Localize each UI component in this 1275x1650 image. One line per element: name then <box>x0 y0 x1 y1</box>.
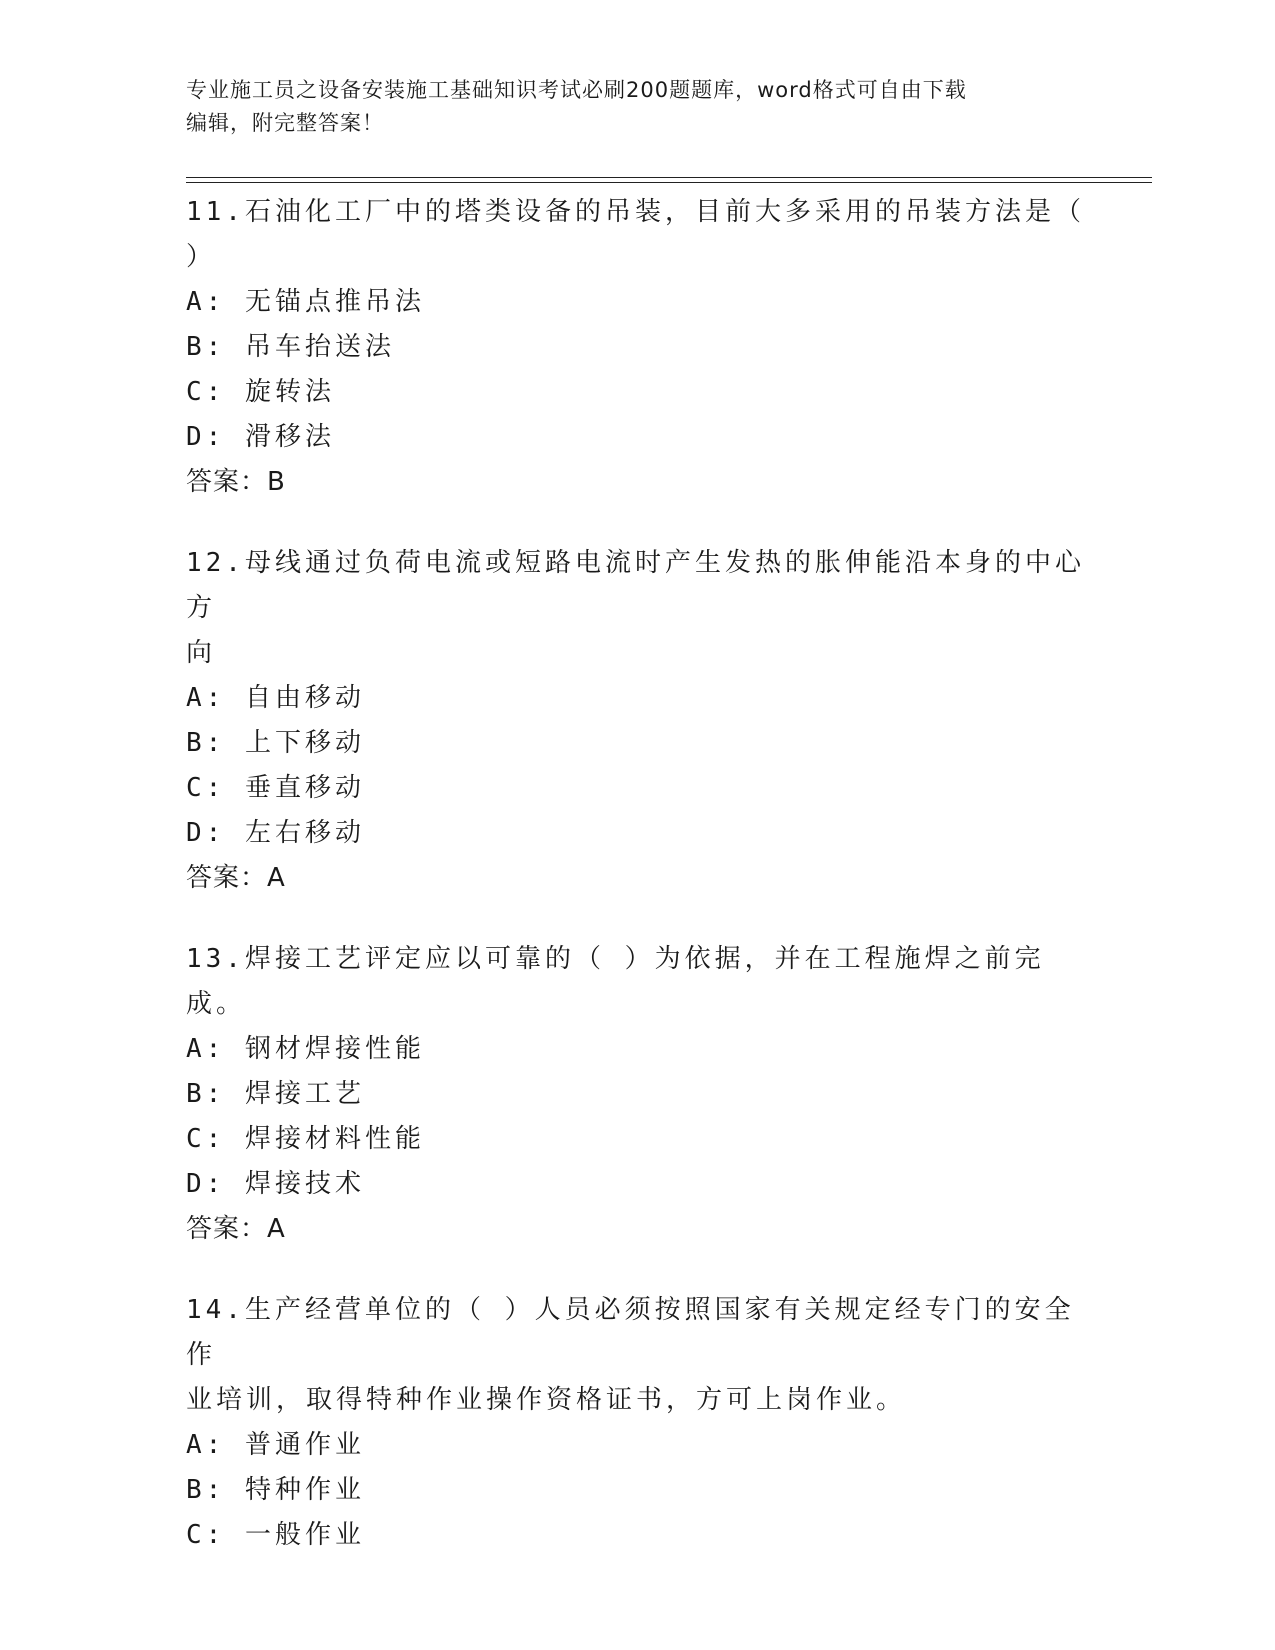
question-list <box>186 190 1086 1594</box>
option-c: C: 焊接材料性能 <box>186 1124 425 1154</box>
question-stem-line: 11.石油化工厂中的塔类设备的吊装，目前大多采用的吊装方法是（ <box>186 197 1085 227</box>
option-c: C: 旋转法 <box>186 377 335 407</box>
option-b: B: 吊车抬送法 <box>186 332 395 362</box>
option-a: A: 自由移动 <box>186 683 365 713</box>
header-line-2: 编辑，附完整答案！ <box>186 111 384 135</box>
question-stem-line: 向 <box>186 638 217 668</box>
header-divider-top <box>186 177 1152 178</box>
option-b: B: 焊接工艺 <box>186 1079 365 1109</box>
header-divider-bottom <box>186 182 1152 183</box>
answer-line: 答案：A <box>186 863 286 893</box>
question-stem-line: 12.母线通过负荷电流或短路电流时产生发热的胀伸能沿本身的中心方 <box>186 548 1085 623</box>
option-b: B: 特种作业 <box>186 1475 365 1505</box>
question-stem-line: 业培训，取得特种作业操作资格证书，方可上岗作业。 <box>186 1385 907 1415</box>
question-14 <box>186 1288 1086 1558</box>
option-b: B: 上下移动 <box>186 728 365 758</box>
question-11 <box>186 190 1086 505</box>
option-c: C: 一般作业 <box>186 1520 365 1550</box>
document-header <box>186 74 1066 140</box>
option-a: A: 无锚点推吊法 <box>186 287 425 317</box>
option-a: A: 普通作业 <box>186 1430 365 1460</box>
question-12 <box>186 541 1086 901</box>
question-stem-line: 13.焊接工艺评定应以可靠的（ ）为依据，并在工程施焊之前完成。 <box>186 944 1045 1019</box>
option-a: A: 钢材焊接性能 <box>186 1034 425 1064</box>
question-13 <box>186 937 1086 1252</box>
question-stem-line: ） <box>186 242 217 272</box>
header-line-1: 专业施工员之设备安装施工基础知识考试必刷200题题库，word格式可自由下载 <box>186 78 967 102</box>
option-d: D: 焊接技术 <box>186 1169 365 1199</box>
answer-line: 答案：A <box>186 1214 286 1244</box>
answer-line: 答案：B <box>186 467 286 497</box>
option-d: D: 滑移法 <box>186 422 335 452</box>
option-c: C: 垂直移动 <box>186 773 365 803</box>
question-stem-line: 14.生产经营单位的（ ）人员必须按照国家有关规定经专门的安全作 <box>186 1295 1075 1370</box>
option-d: D: 左右移动 <box>186 818 365 848</box>
